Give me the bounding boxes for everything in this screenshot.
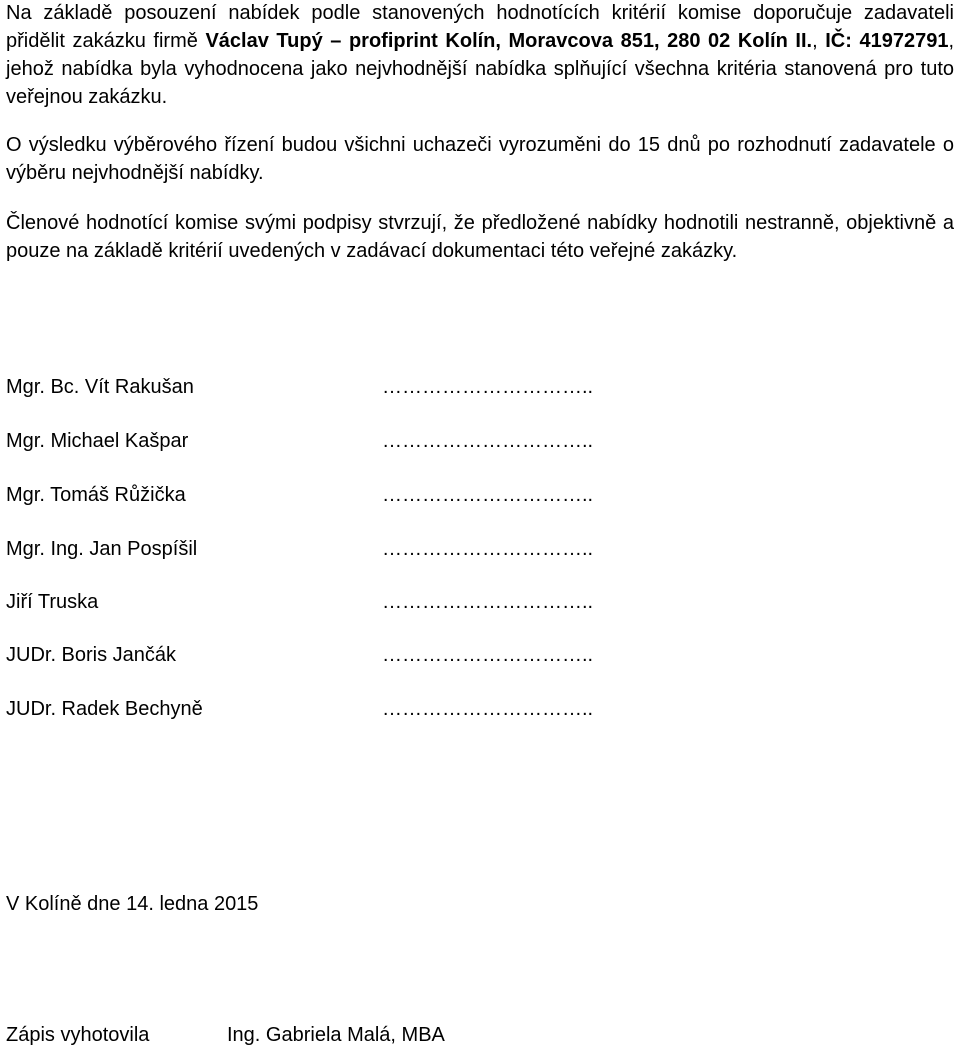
signature-line: ………………………….. (382, 376, 594, 398)
notice-paragraph: O výsledku výběrového řízení budou všichni uchazeči vyrozuměni do 15 dnů po rozhodnutí zadavatele o výběru nejvhodnější nabídky. (6, 134, 954, 184)
ic-colon: : (845, 30, 860, 52)
signatory-name: Jiří Truska (6, 591, 99, 613)
signature-row (6, 641, 706, 669)
recommendation-rest: , jehož nabídka byla vyhodnocena jako nejvhodnější nabídka splňující všechna kritéria stanovená pro tuto veřejnou zakázku. (6, 30, 954, 108)
declaration-paragraph: Členové hodnotící komise svými podpisy stvrzují, že předložené nabídky hodnotili nestranně, objektivně a pouze na základě kritérií uvedených v zadávací dokumentaci této veřejné zakázky. (6, 212, 954, 262)
signature-line: ………………………….. (382, 644, 594, 666)
signature-row (6, 427, 706, 455)
ic-label: IČ (825, 30, 846, 52)
signature-line: ………………………….. (382, 591, 594, 613)
ic-separator: , (812, 30, 826, 52)
author-label: Zápis vyhotovila (6, 1024, 150, 1046)
signatory-name: Mgr. Tomáš Růžička (6, 484, 186, 506)
recommendation-paragraph (6, 0, 954, 111)
author-name: Ing. Gabriela Malá, MBA (227, 1024, 445, 1046)
signature-line: ………………………….. (382, 538, 594, 560)
signature-row (6, 481, 706, 509)
winning-company: Václav Tupý – profiprint Kolín, Moravcova 851, 280 02 Kolín II. (205, 30, 813, 52)
signatory-name: JUDr. Boris Jančák (6, 644, 177, 666)
signatory-name: Mgr. Bc. Vít Rakušan (6, 376, 194, 398)
signature-line: ………………………….. (382, 698, 594, 720)
recommendation-intro: Na základě posouzení nabídek podle stanovených hodnotících kritérií komise doporučuje zadavateli přidělit zakázku firmě (6, 2, 954, 52)
signature-row (6, 535, 706, 563)
signature-row (6, 695, 706, 723)
signature-row (6, 588, 706, 616)
signatory-name: Mgr. Ing. Jan Pospíšil (6, 538, 198, 560)
place-and-date: V Kolíně dne 14. ledna 2015 (6, 893, 259, 915)
signatory-name: Mgr. Michael Kašpar (6, 430, 189, 452)
signatory-name: JUDr. Radek Bechyně (6, 698, 203, 720)
signature-line: ………………………….. (382, 484, 594, 506)
signature-line: ………………………….. (382, 430, 594, 452)
ic-value: 41972791 (859, 30, 949, 52)
signature-row (6, 373, 706, 401)
